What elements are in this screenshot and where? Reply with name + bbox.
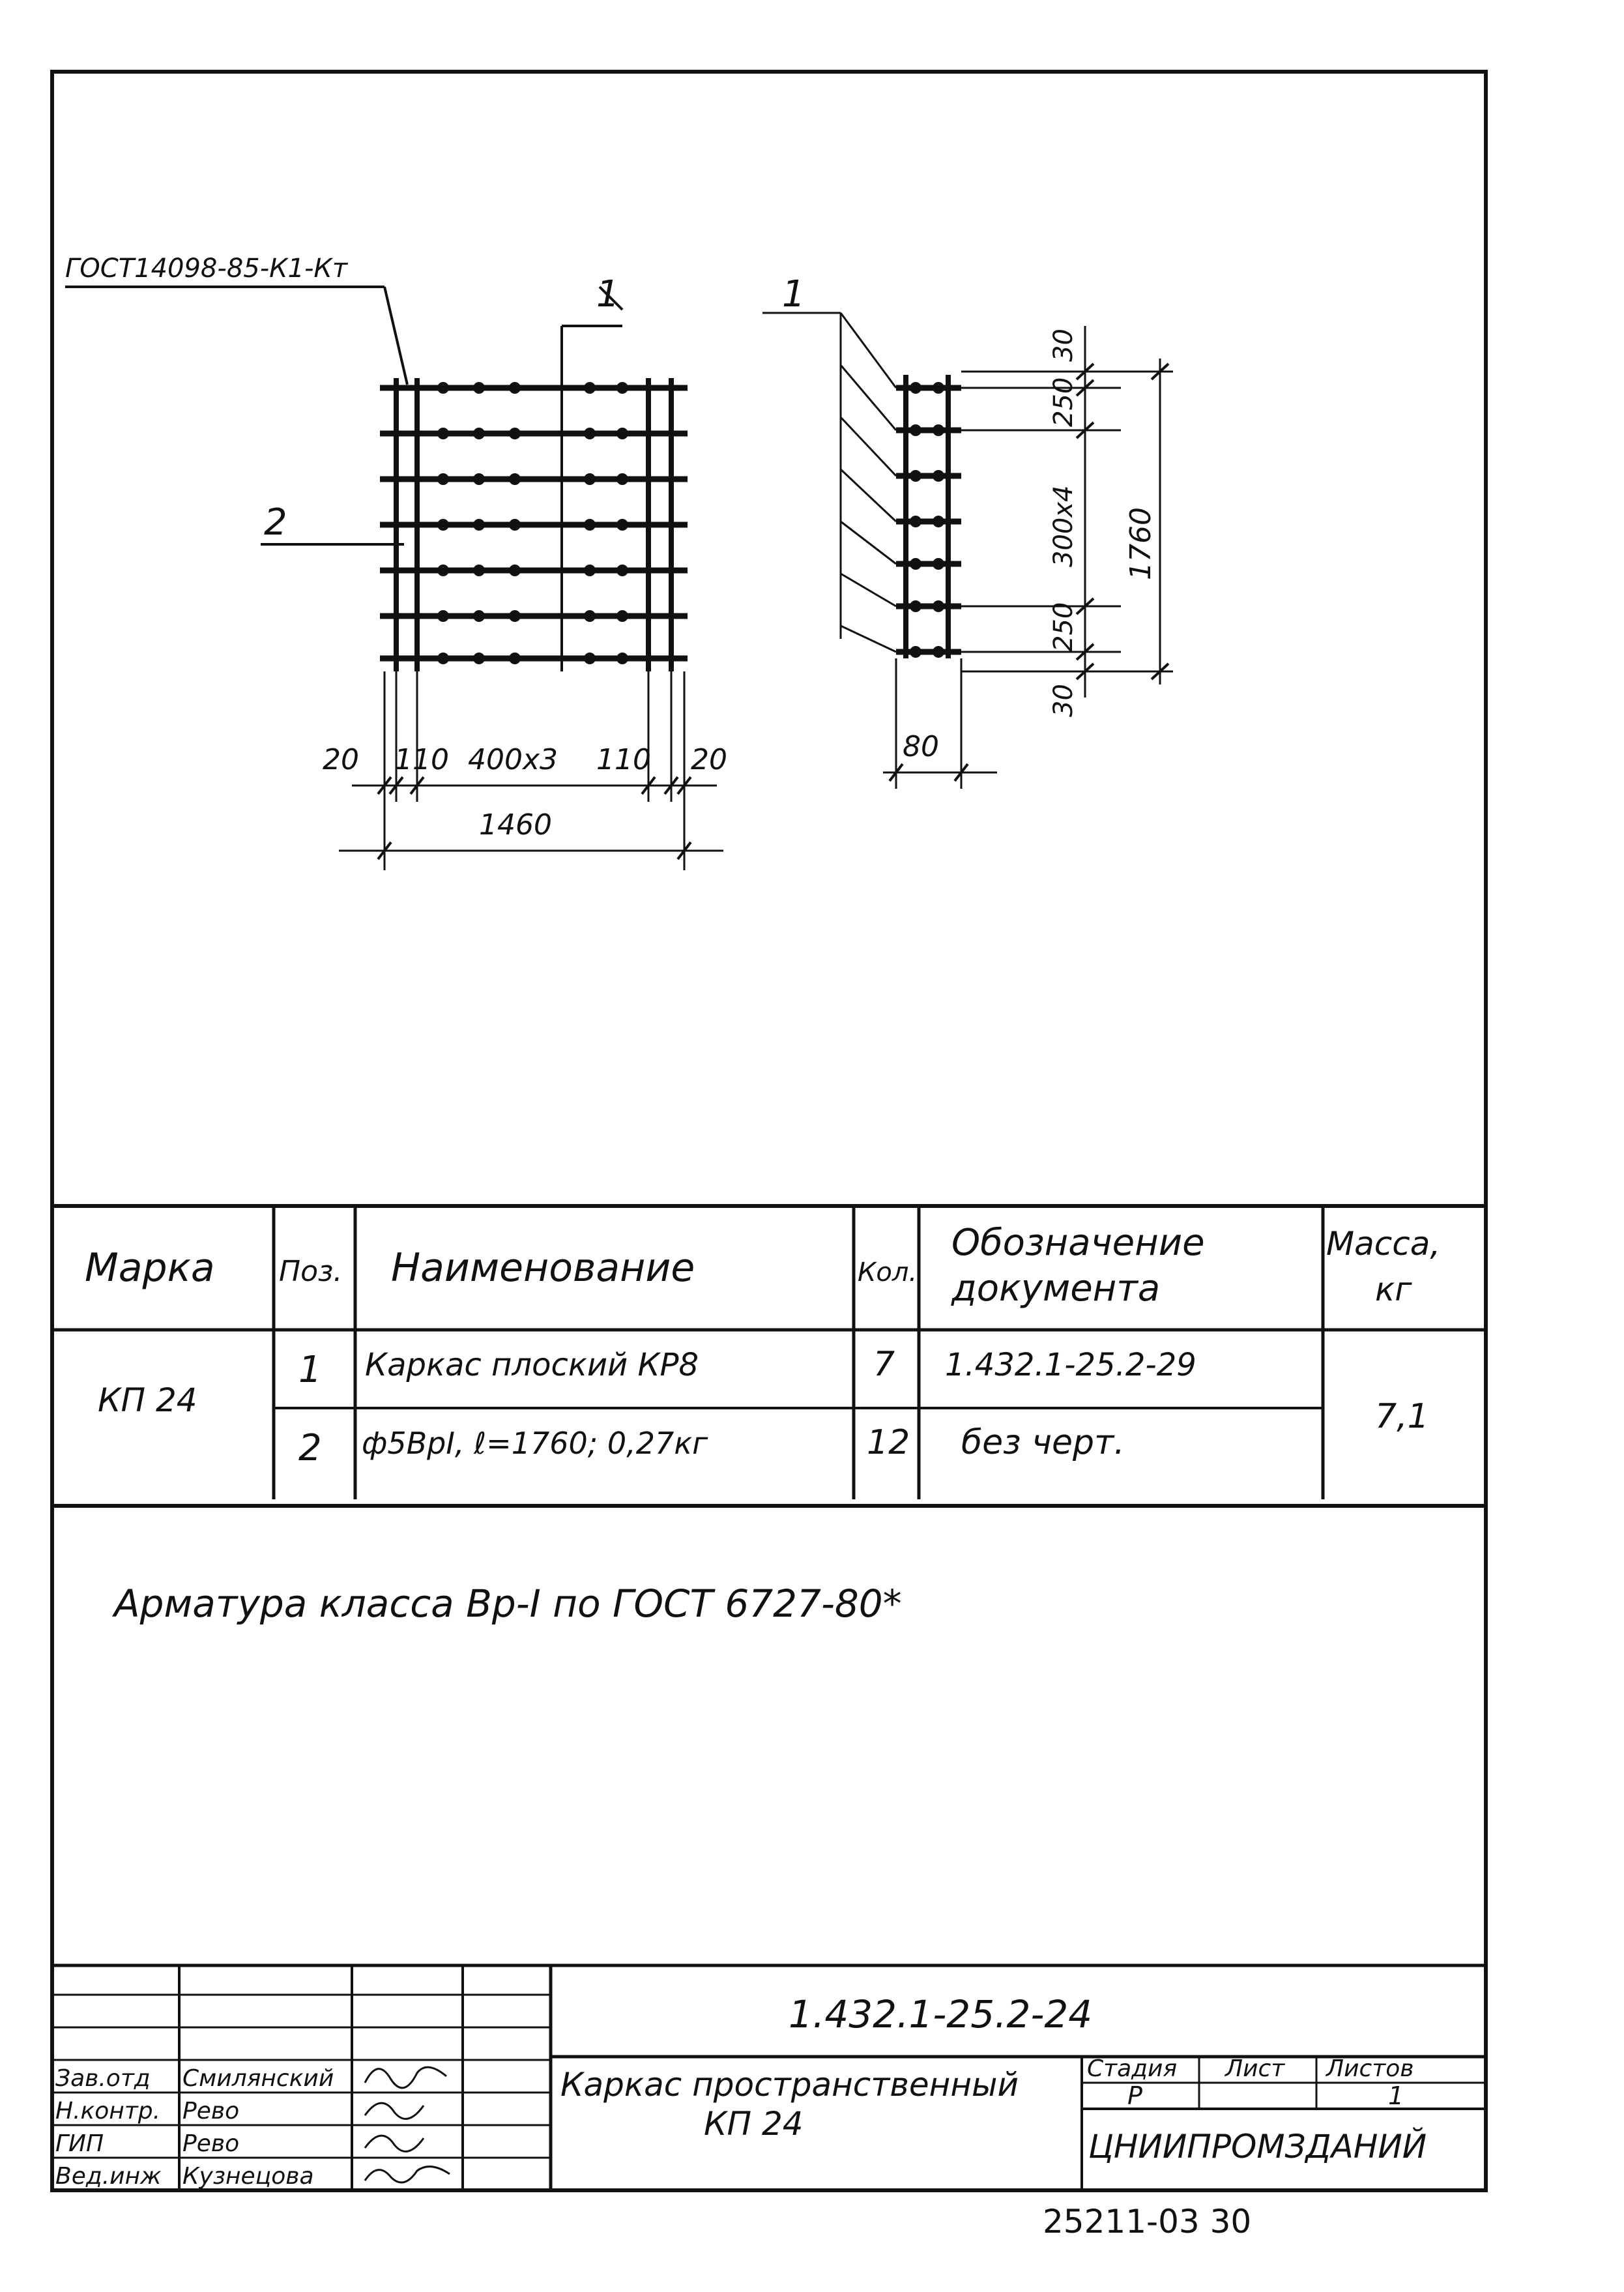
pos-1-left-label: 1 [596, 273, 620, 316]
header-mark: Марка [85, 1245, 215, 1291]
organization: ЦНИИПРОМЗДАНИЙ [1088, 2128, 1427, 2166]
header-name: Наименование [391, 1245, 695, 1291]
mark-value: КП 24 [98, 1381, 197, 1419]
dim-total-height: 1760 [1124, 507, 1157, 580]
row-2-name: ф5ВрI, ℓ=1760; 0,27кг [362, 1426, 708, 1461]
dim-total-width: 1460 [479, 808, 552, 842]
sheets-value: 1 [1388, 2081, 1404, 2110]
header-qty: Кол. [858, 1257, 918, 1287]
signature-role-4: Вед.инж [55, 2163, 162, 2190]
dim-30-top: 30 [1049, 329, 1079, 362]
header-mass-line1: Масса, [1326, 1225, 1441, 1263]
signature-name-3: Рево [182, 2130, 240, 2157]
dim-side-width: 80 [903, 730, 939, 763]
title-line2: КП 24 [704, 2105, 804, 2143]
side-view [762, 313, 1173, 789]
dim-250-top: 250 [1049, 377, 1079, 427]
footer-stamp: 25211-03 30 [1043, 2203, 1252, 2241]
reinforcement-note: Арматура класса Вр-I по ГОСТ 6727-80* [114, 1581, 902, 1626]
pos-1-right-label: 1 [782, 273, 805, 316]
front-horizontal-bars [380, 388, 688, 658]
dim-300x4: 300x4 [1049, 485, 1079, 567]
dim-400x3: 400x3 [468, 743, 558, 776]
sheet-frame [52, 72, 1486, 2190]
dim-110-left: 110 [394, 743, 449, 776]
row-2-pos: 2 [298, 1427, 322, 1469]
signature-name-2: Рево [182, 2098, 240, 2124]
doc-code: 1.432.1-25.2-24 [789, 1992, 1093, 2036]
header-doc-line2: документа [951, 1267, 1161, 1310]
row-2-doc: без черт. [961, 1423, 1125, 1462]
header-doc-line1: Обозначение [951, 1222, 1205, 1264]
header-pos: Поз. [279, 1255, 343, 1288]
dim-20-left: 20 [323, 743, 359, 776]
gost-label: ГОСТ14098-85-К1-Кт [65, 254, 348, 284]
signature-role-3: ГИП [55, 2130, 104, 2157]
side-leader-fan [762, 313, 896, 652]
spec-table [52, 1206, 1486, 1506]
stage-header: Стадия [1087, 2055, 1178, 2082]
dim-110-right: 110 [596, 743, 651, 776]
header-mass-line2: кг [1375, 1271, 1412, 1308]
title-line1: Каркас пространственный [560, 2066, 1019, 2104]
front-view [65, 287, 723, 870]
row-1-name: Каркас плоский КР8 [365, 1347, 699, 1383]
signature-role-1: Зав.отд [55, 2065, 151, 2092]
dim-20-right: 20 [691, 743, 727, 776]
mass-value: 7,1 [1375, 1397, 1429, 1436]
dim-30-bottom: 30 [1049, 684, 1079, 717]
row-1-qty: 7 [873, 1345, 895, 1384]
stage-value: Р [1127, 2081, 1142, 2110]
signature-name-1: Смилянский [182, 2065, 334, 2092]
sheet-header: Лист [1225, 2055, 1285, 2082]
row-2-qty: 12 [867, 1423, 910, 1462]
signature-role-2: Н.контр. [55, 2098, 161, 2124]
sheets-header: Листов [1326, 2055, 1414, 2082]
row-1-pos: 1 [298, 1349, 322, 1391]
signature-name-4: Кузнецова [182, 2163, 314, 2190]
pos-2-label: 2 [264, 501, 287, 544]
row-1-doc: 1.432.1-25.2-29 [945, 1347, 1196, 1383]
dim-250-bottom: 250 [1049, 602, 1079, 652]
